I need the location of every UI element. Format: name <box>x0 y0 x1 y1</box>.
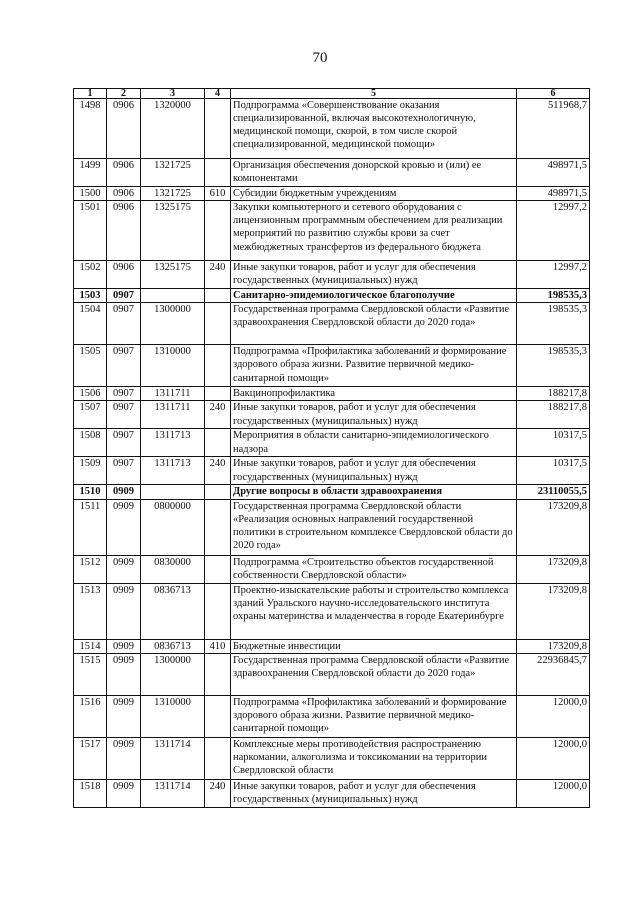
table-cell-c2: 0909 <box>107 639 141 653</box>
table-cell-c6: 12997,2 <box>517 201 590 261</box>
table-cell-c2: 0907 <box>107 401 141 429</box>
table-cell-c4 <box>205 201 231 261</box>
table-cell-c2: 0907 <box>107 429 141 457</box>
table-cell-c3: 1310000 <box>141 345 205 387</box>
table-cell-c4 <box>205 99 231 159</box>
table-cell-c3: 0836713 <box>141 639 205 653</box>
table-cell-c5: Субсидии бюджетным учреждениям <box>231 187 517 201</box>
table-cell-c4: 240 <box>205 401 231 429</box>
table-cell-c1: 1503 <box>74 289 107 303</box>
table-cell-c5: Подпрограмма «Строительство объектов государственной собственности Свердловской области» <box>231 555 517 583</box>
table-cell-c2: 0909 <box>107 555 141 583</box>
table-cell-c5: Санитарно-эпидемиологическое благополучие <box>231 289 517 303</box>
table-cell-c4 <box>205 289 231 303</box>
table-cell-c3: 0800000 <box>141 499 205 555</box>
table-header-row <box>74 89 590 99</box>
table-cell-c5: Другие вопросы в области здравоохранения <box>231 485 517 499</box>
table-cell-c1: 1507 <box>74 401 107 429</box>
table-cell-c6: 12000,0 <box>517 779 590 807</box>
table-row <box>74 387 590 401</box>
table-row <box>74 653 590 695</box>
table-cell-c3: 1310000 <box>141 695 205 737</box>
table-cell-c3: 1300000 <box>141 303 205 345</box>
table-cell-c2: 0906 <box>107 159 141 187</box>
table-cell-c2: 0909 <box>107 737 141 779</box>
table-cell-c3: 1300000 <box>141 653 205 695</box>
table-cell-c5: Вакцинопрофилактика <box>231 387 517 401</box>
table-row <box>74 159 590 187</box>
table-cell-c4 <box>205 159 231 187</box>
table-cell-c6: 198535,3 <box>517 303 590 345</box>
table-cell-c2: 0909 <box>107 779 141 807</box>
table-cell-c4 <box>205 555 231 583</box>
table-body <box>74 99 590 808</box>
table-row <box>74 583 590 639</box>
table-cell-c6: 511968,7 <box>517 99 590 159</box>
table-cell-c4 <box>205 429 231 457</box>
table-cell-c6: 173209,8 <box>517 555 590 583</box>
table-cell-c1: 1518 <box>74 779 107 807</box>
table-cell-c5: Государственная программа Свердловской области «Реализация основных направлений государственной политики в строительном комплексе Свердловской области до 2020 года» <box>231 499 517 555</box>
table-cell-c6: 498971,5 <box>517 187 590 201</box>
table-cell-c3: 1311713 <box>141 429 205 457</box>
table-cell-c1: 1515 <box>74 653 107 695</box>
table-cell-c4: 240 <box>205 457 231 485</box>
table-row <box>74 639 590 653</box>
table-cell-c5: Подпрограмма «Профилактика заболеваний и формирование здорового образа жизни. Развитие первичной медико-санитарной помощи» <box>231 345 517 387</box>
table-row <box>74 457 590 485</box>
table-cell-c1: 1505 <box>74 345 107 387</box>
table-cell-c5: Подпрограмма «Совершенствование оказания специализированной, включая высокотехнологичную, медицинской помощи, скорой, в том числе скорой специализированной, медицинской помощи» <box>231 99 517 159</box>
table-cell-c6: 198535,3 <box>517 345 590 387</box>
table-cell-c6: 198535,3 <box>517 289 590 303</box>
table-cell-c5: Государственная программа Свердловской области «Развитие здравоохранения Свердловской области до 2020 года» <box>231 303 517 345</box>
column-header: 4 <box>205 89 231 99</box>
table-cell-c2: 0906 <box>107 201 141 261</box>
table-cell-c2: 0906 <box>107 99 141 159</box>
table-cell-c5: Подпрограмма «Профилактика заболеваний и формирование здорового образа жизни. Развитие первичной медико-санитарной помощи» <box>231 695 517 737</box>
table-cell-c2: 0909 <box>107 485 141 499</box>
table-cell-c5: Проектно-изыскательские работы и строительство комплекса зданий Уральского научно-исследовательского института охраны материнства и младенчества в городе Екатеринбурге <box>231 583 517 639</box>
table-cell-c4 <box>205 485 231 499</box>
table-row <box>74 289 590 303</box>
table-row <box>74 555 590 583</box>
table-cell-c1: 1506 <box>74 387 107 401</box>
table-cell-c6: 12000,0 <box>517 695 590 737</box>
table-row <box>74 99 590 159</box>
table-row <box>74 187 590 201</box>
page-number: 70 <box>312 50 328 66</box>
table-cell-c3 <box>141 485 205 499</box>
table-cell-c2: 0907 <box>107 303 141 345</box>
table-cell-c2: 0909 <box>107 499 141 555</box>
table-cell-c2: 0907 <box>107 457 141 485</box>
table-cell-c2: 0907 <box>107 345 141 387</box>
table-cell-c1: 1501 <box>74 201 107 261</box>
table-cell-c6: 12997,2 <box>517 261 590 289</box>
table-cell-c3: 0830000 <box>141 555 205 583</box>
table-cell-c2: 0907 <box>107 387 141 401</box>
table-row <box>74 345 590 387</box>
table-cell-c3: 1320000 <box>141 99 205 159</box>
table-cell-c1: 1499 <box>74 159 107 187</box>
table-cell-c4 <box>205 345 231 387</box>
table-cell-c5: Комплексные меры противодействия распространению наркомании, алкоголизма и токсикомании на территории Свердловской области <box>231 737 517 779</box>
table-cell-c1: 1509 <box>74 457 107 485</box>
table-cell-c3: 1311714 <box>141 779 205 807</box>
table-cell-c2: 0907 <box>107 289 141 303</box>
table-row <box>74 737 590 779</box>
table-cell-c2: 0906 <box>107 187 141 201</box>
column-header: 3 <box>141 89 205 99</box>
table-cell-c5: Иные закупки товаров, работ и услуг для обеспечения государственных (муниципальных) нужд <box>231 779 517 807</box>
table-cell-c6: 188217,8 <box>517 387 590 401</box>
table-cell-c1: 1511 <box>74 499 107 555</box>
table-cell-c5: Мероприятия в области санитарно-эпидемиологического надзора <box>231 429 517 457</box>
table-row <box>74 695 590 737</box>
table-cell-c6: 22936845,7 <box>517 653 590 695</box>
table-cell-c4: 240 <box>205 261 231 289</box>
column-header: 6 <box>517 89 590 99</box>
table-cell-c5: Иные закупки товаров, работ и услуг для обеспечения государственных (муниципальных) нужд <box>231 401 517 429</box>
table-cell-c6: 10317,5 <box>517 429 590 457</box>
table-cell-c2: 0909 <box>107 695 141 737</box>
table-cell-c6: 173209,8 <box>517 499 590 555</box>
table-cell-c1: 1508 <box>74 429 107 457</box>
table-cell-c4: 410 <box>205 639 231 653</box>
column-header: 5 <box>231 89 517 99</box>
table-cell-c1: 1498 <box>74 99 107 159</box>
table-row <box>74 303 590 345</box>
table-row <box>74 401 590 429</box>
table-cell-c1: 1517 <box>74 737 107 779</box>
table-cell-c4 <box>205 653 231 695</box>
table-cell-c1: 1500 <box>74 187 107 201</box>
table-row <box>74 261 590 289</box>
table-cell-c6: 173209,8 <box>517 639 590 653</box>
table-cell-c5: Иные закупки товаров, работ и услуг для обеспечения государственных (муниципальных) нужд <box>231 457 517 485</box>
table-cell-c3: 0836713 <box>141 583 205 639</box>
table-cell-c3: 1325175 <box>141 201 205 261</box>
table-cell-c5: Бюджетные инвестиции <box>231 639 517 653</box>
table-cell-c4 <box>205 695 231 737</box>
table-cell-c3: 1311713 <box>141 457 205 485</box>
table-cell-c5: Организация обеспечения донорской кровью и (или) ее компонентами <box>231 159 517 187</box>
table-cell-c6: 23110055,5 <box>517 485 590 499</box>
table-cell-c6: 188217,8 <box>517 401 590 429</box>
table-cell-c4: 240 <box>205 779 231 807</box>
table-cell-c3: 1321725 <box>141 159 205 187</box>
table-cell-c4 <box>205 583 231 639</box>
table-cell-c2: 0906 <box>107 261 141 289</box>
table-cell-c1: 1513 <box>74 583 107 639</box>
table-row <box>74 499 590 555</box>
table-cell-c3: 1311711 <box>141 387 205 401</box>
table-cell-c5: Иные закупки товаров, работ и услуг для обеспечения государственных (муниципальных) нужд <box>231 261 517 289</box>
table-cell-c3: 1325175 <box>141 261 205 289</box>
table-cell-c3: 1321725 <box>141 187 205 201</box>
column-header: 2 <box>107 89 141 99</box>
table-row <box>74 779 590 807</box>
table-cell-c4 <box>205 303 231 345</box>
table-cell-c1: 1514 <box>74 639 107 653</box>
table-cell-c2: 0909 <box>107 583 141 639</box>
table-cell-c4 <box>205 499 231 555</box>
table-cell-c6: 498971,5 <box>517 159 590 187</box>
table-cell-c1: 1504 <box>74 303 107 345</box>
table-cell-c5: Государственная программа Свердловской области «Развитие здравоохранения Свердловской области до 2020 года» <box>231 653 517 695</box>
table-cell-c6: 173209,8 <box>517 583 590 639</box>
table-cell-c2: 0909 <box>107 653 141 695</box>
table-cell-c6: 10317,5 <box>517 457 590 485</box>
table-cell-c1: 1510 <box>74 485 107 499</box>
column-header: 1 <box>74 89 107 99</box>
table-cell-c4 <box>205 737 231 779</box>
table-cell-c1: 1512 <box>74 555 107 583</box>
table-cell-c6: 12000,0 <box>517 737 590 779</box>
table-cell-c5: Закупки компьютерного и сетевого оборудования с лицензионным программным обеспечением для реализации мероприятий по развитию службы крови за счет межбюджетных трансфертов из федерального бюджета <box>231 201 517 261</box>
table-cell-c1: 1502 <box>74 261 107 289</box>
budget-table <box>73 88 590 808</box>
table-cell-c3: 1311711 <box>141 401 205 429</box>
table-cell-c1: 1516 <box>74 695 107 737</box>
table-cell-c4 <box>205 387 231 401</box>
table-row <box>74 429 590 457</box>
table-cell-c3: 1311714 <box>141 737 205 779</box>
table-row <box>74 485 590 499</box>
table-cell-c4: 610 <box>205 187 231 201</box>
table-row <box>74 201 590 261</box>
table-cell-c3 <box>141 289 205 303</box>
